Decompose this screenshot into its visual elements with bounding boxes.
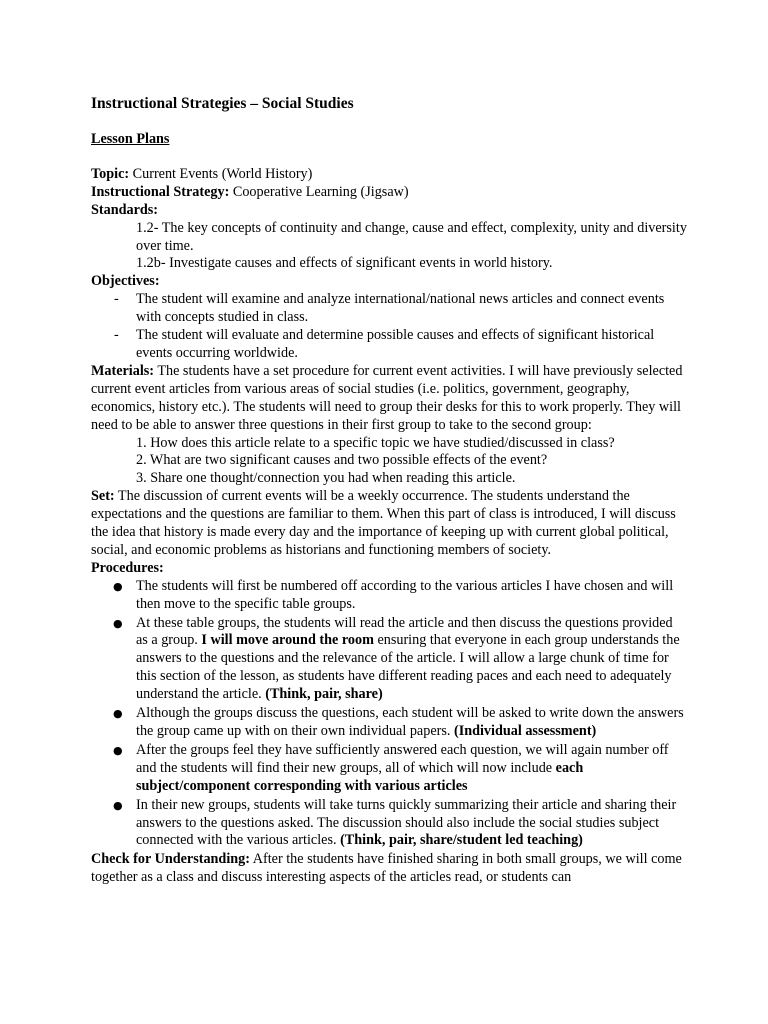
bullet-icon: ● <box>113 707 123 721</box>
dash-marker: - <box>114 327 119 344</box>
standards-heading: Standards: <box>91 201 159 218</box>
objectives-heading: Objectives: <box>91 273 160 290</box>
objective-item: - The student will examine and analyze international/national news articles and connect events with concepts studied in class. <box>114 291 665 326</box>
bullet-icon: ● <box>113 579 123 593</box>
procedure-item: ● Although the groups discuss the questions, each student will be asked to write down the answers the group came up with on their own individual papers. (Individual assessment) <box>113 705 684 739</box>
strategy-label: Instructional Strategy: <box>91 183 230 200</box>
document-title: Instructional Strategies – Social Studies <box>91 95 354 112</box>
bullet-icon: ● <box>113 798 123 812</box>
check-label: Check for Understanding: <box>91 851 250 868</box>
procedure-item: ● In their new groups, students will take turns quickly summarizing their article and sharing their answers to the questions asked. The discussion should also include the social studies subject connected with the various articles. (Think, pair, share/student led teaching) <box>113 796 677 849</box>
topic-line <box>91 166 687 184</box>
standard-item: 1.2- The key concepts of continuity and change, cause and effect, complexity, unity and diversity over time. <box>136 219 687 254</box>
topic-label: Topic: <box>91 165 130 182</box>
procedure-item: ● At these table groups, the students will read the article and then discuss the questions provided as a group. I will move around the room ensuring that everyone in each group understands the answers to the questions and the relevance of the article. I will allow a large chunk of time for this section of the lesson, as students have different reading paces and each need to adequately understand the article. (Think, pair, share) <box>113 614 680 703</box>
question-item: 3. Share one thought/connection you had when reading this article. <box>136 470 516 487</box>
section-title: Lesson Plans <box>91 131 170 147</box>
procedure-item: ● The students will first be numbered off according to the various articles I have chosen and will then move to the specific table groups. <box>113 577 674 612</box>
set-label: Set: <box>91 488 115 505</box>
bullet-icon: ● <box>113 616 123 630</box>
set-paragraph: Set: The discussion of current events will be a weekly occurrence. The students understand the expectations and the questions are familiar to them. When this part of class is introduced, I will discuss the idea that history is made every day and the importance of keeping up with current global political, social, and economic problems as historians and functioning members of society. <box>91 488 676 558</box>
bullet-icon: ● <box>113 743 123 757</box>
procedure-item: ● After the groups feel they have sufficiently answered each question, we will again number off and the students will find their new groups, all of which will now include each subject/component corresponding with various articles <box>113 741 669 794</box>
objective-item: - The student will evaluate and determine possible causes and effects of significant historical events occurring worldwide. <box>114 327 655 361</box>
question-item: 1. How does this article relate to a specific topic we have studied/discussed in class? <box>136 434 615 451</box>
strategy-line <box>91 184 687 202</box>
document-page <box>91 94 687 887</box>
question-item: 2. What are two significant causes and two possible effects of the event? <box>136 452 548 469</box>
dash-marker: - <box>114 291 119 308</box>
strategy-value: Cooperative Learning (Jigsaw) <box>229 183 409 200</box>
check-paragraph: Check for Understanding: After the students have finished sharing in both small groups, we will come together as a class and discuss interesting aspects of the articles read, or students can <box>91 851 682 886</box>
topic-value: Current Events (World History) <box>129 165 313 182</box>
materials-label: Materials: <box>91 362 155 379</box>
standard-item: 1.2b- Investigate causes and effects of significant events in world history. <box>136 255 553 272</box>
procedures-list <box>91 578 687 851</box>
materials-paragraph: Materials: The students have a set procedure for current event activities. I will have previously selected current event articles from various areas of social studies (i.e. politics, government, geography, economics, history etc.). The students will need to group their desks for this to work properly. They will need to be able to answer three questions in their first group to take to the second group: <box>91 362 683 433</box>
objectives-list <box>91 291 687 363</box>
procedures-heading: Procedures: <box>91 559 164 576</box>
